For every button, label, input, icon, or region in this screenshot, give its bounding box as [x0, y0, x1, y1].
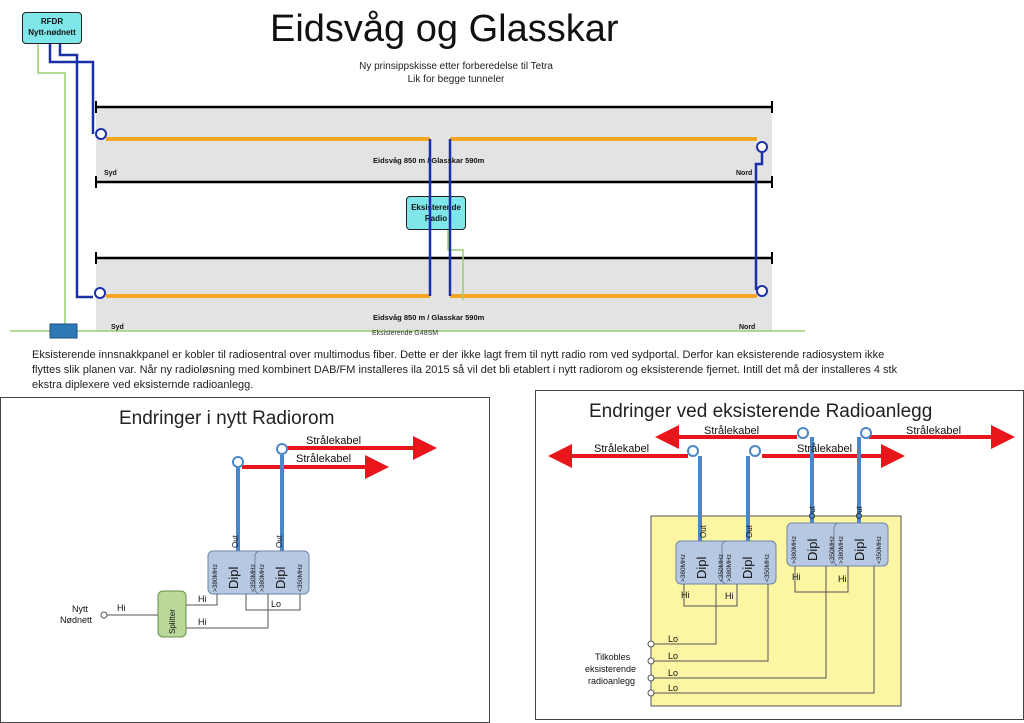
- right-lo-1: Lo: [668, 634, 679, 644]
- gsm-label: Eksisterende G48SM: [372, 330, 439, 337]
- left-cable-label-1: Strålekabel: [306, 435, 362, 447]
- right-hi-1: Hi: [681, 590, 690, 600]
- left-lo: Lo: [271, 599, 282, 609]
- feeder-south-1: [50, 44, 93, 134]
- left-dipl-1-name: Dipl: [226, 566, 241, 589]
- left-hi-nytt: Hi: [117, 603, 126, 613]
- right-out-label-2: Out: [745, 525, 754, 538]
- left-out-label-2: Out: [275, 535, 284, 548]
- right-hi-2: Hi: [725, 591, 734, 601]
- page-title: Eidsvåg og Glasskar: [270, 8, 619, 50]
- right-dipl-4-name: Dipl: [852, 538, 867, 561]
- tunnel-1-label: Eidsvåg 850 m / Glasskar 590m: [373, 156, 485, 165]
- nytt-label-2: Nødnett: [60, 615, 93, 625]
- tunnel-1-syd: Syd: [104, 170, 117, 177]
- left-hi-1: Hi: [198, 594, 207, 604]
- rfdr-fiber-line: [38, 44, 65, 326]
- right-dipl-1-name: Dipl: [694, 556, 709, 579]
- description-paragraph: Eksisterende innsnakkpanel er kobler til radiosentral over multimodus fiber. Dette er der ikke lagt frem til nytt radio rom ved sydportal. Derfor kan eksisterende radiosystem ikke flyttes slik planen var. Når ny radioløsning med kombinert DAB/FM installeres ila 2015 så vil det bli etablert i nytt radiorom og eksisterende fjernet. Intill det må der installeres 4 stk ekstra diplexere ved eksisternde radioanlegg.: [32, 349, 898, 391]
- right-out-label-3: Out: [808, 506, 817, 519]
- rfdr-label-2: Nytt-nødnett: [28, 28, 76, 37]
- right-dipl-1-lo: <350MHz: [718, 554, 725, 582]
- connect-label-1: Tilkobles: [595, 652, 631, 662]
- right-cable-label-3: Strålekabel: [594, 443, 650, 455]
- page-subtitle-1: Ny prinsippskisse etter forberedelse til Tetra: [359, 61, 553, 72]
- left-panel-title: Endringer i nytt Radiorom: [119, 408, 335, 429]
- right-cable-label-4: Strålekabel: [797, 443, 853, 455]
- right-dipl-2-hi: >380MHz: [726, 554, 733, 582]
- right-dipl-4-lo: <350MHz: [876, 536, 883, 564]
- right-out-label-1: Out: [699, 525, 708, 538]
- left-out-label-1: Out: [231, 535, 240, 548]
- tunnel-2-syd: Syd: [111, 324, 124, 331]
- right-out-label-4: Out: [855, 506, 864, 519]
- tunnel-1: [96, 108, 772, 182]
- antenna-1-south: [96, 129, 106, 139]
- connect-label-2: eksisterende: [585, 664, 637, 674]
- left-dipl-1-hi: >380MHz: [212, 564, 219, 592]
- antenna-2-south: [95, 288, 105, 298]
- tunnel-2-label: Eidsvåg 850 m / Glasskar 590m: [373, 313, 485, 322]
- right-dipl-3-hi: >380MHz: [791, 536, 798, 564]
- splitter-label: Splitter: [168, 609, 177, 634]
- nytt-label-1: Nytt: [72, 604, 89, 614]
- right-lo-2: Lo: [668, 651, 679, 661]
- right-dipl-3-name: Dipl: [805, 538, 820, 561]
- right-dipl-3-lo: <350MHz: [829, 536, 836, 564]
- left-dipl-2-lo: <350MHz: [297, 564, 304, 592]
- left-dipl-2-hi: >380MHz: [259, 564, 266, 592]
- left-cable-label-2: Strålekabel: [296, 453, 352, 465]
- tunnel-1-nord: Nord: [736, 170, 753, 177]
- antenna-2-north: [757, 286, 767, 296]
- right-dipl-4-hi: >380MHz: [838, 536, 845, 564]
- right-panel-title: Endringer ved eksisterende Radioanlegg: [589, 401, 933, 422]
- right-dipl-2-name: Dipl: [740, 556, 755, 579]
- right-cable-label-1: Strålekabel: [704, 425, 760, 437]
- right-lo-3: Lo: [668, 668, 679, 678]
- radio-label-2: Radio: [424, 214, 448, 223]
- tunnel-2-nord: Nord: [739, 324, 756, 331]
- right-cable-label-2: Strålekabel: [906, 425, 962, 437]
- right-lo-4: Lo: [668, 683, 679, 693]
- radio-label-1: Eksisterende: [411, 203, 461, 212]
- connect-label-3: radioanlegg: [588, 676, 636, 686]
- rfdr-label-1: RFDR: [40, 17, 64, 26]
- right-dipl-2-lo: <350MHz: [764, 554, 771, 582]
- antenna-1-north: [757, 142, 767, 152]
- right-hi-4: Hi: [838, 574, 847, 584]
- right-hi-3: Hi: [792, 572, 801, 582]
- left-dipl-1-lo: <350MHz: [250, 564, 257, 592]
- left-dipl-2-name: Dipl: [273, 566, 288, 589]
- left-hi-2: Hi: [198, 617, 207, 627]
- junction-box: [50, 324, 77, 338]
- right-dipl-1-hi: >380MHz: [680, 554, 687, 582]
- page-subtitle-2: Lik for begge tunneler: [407, 74, 505, 85]
